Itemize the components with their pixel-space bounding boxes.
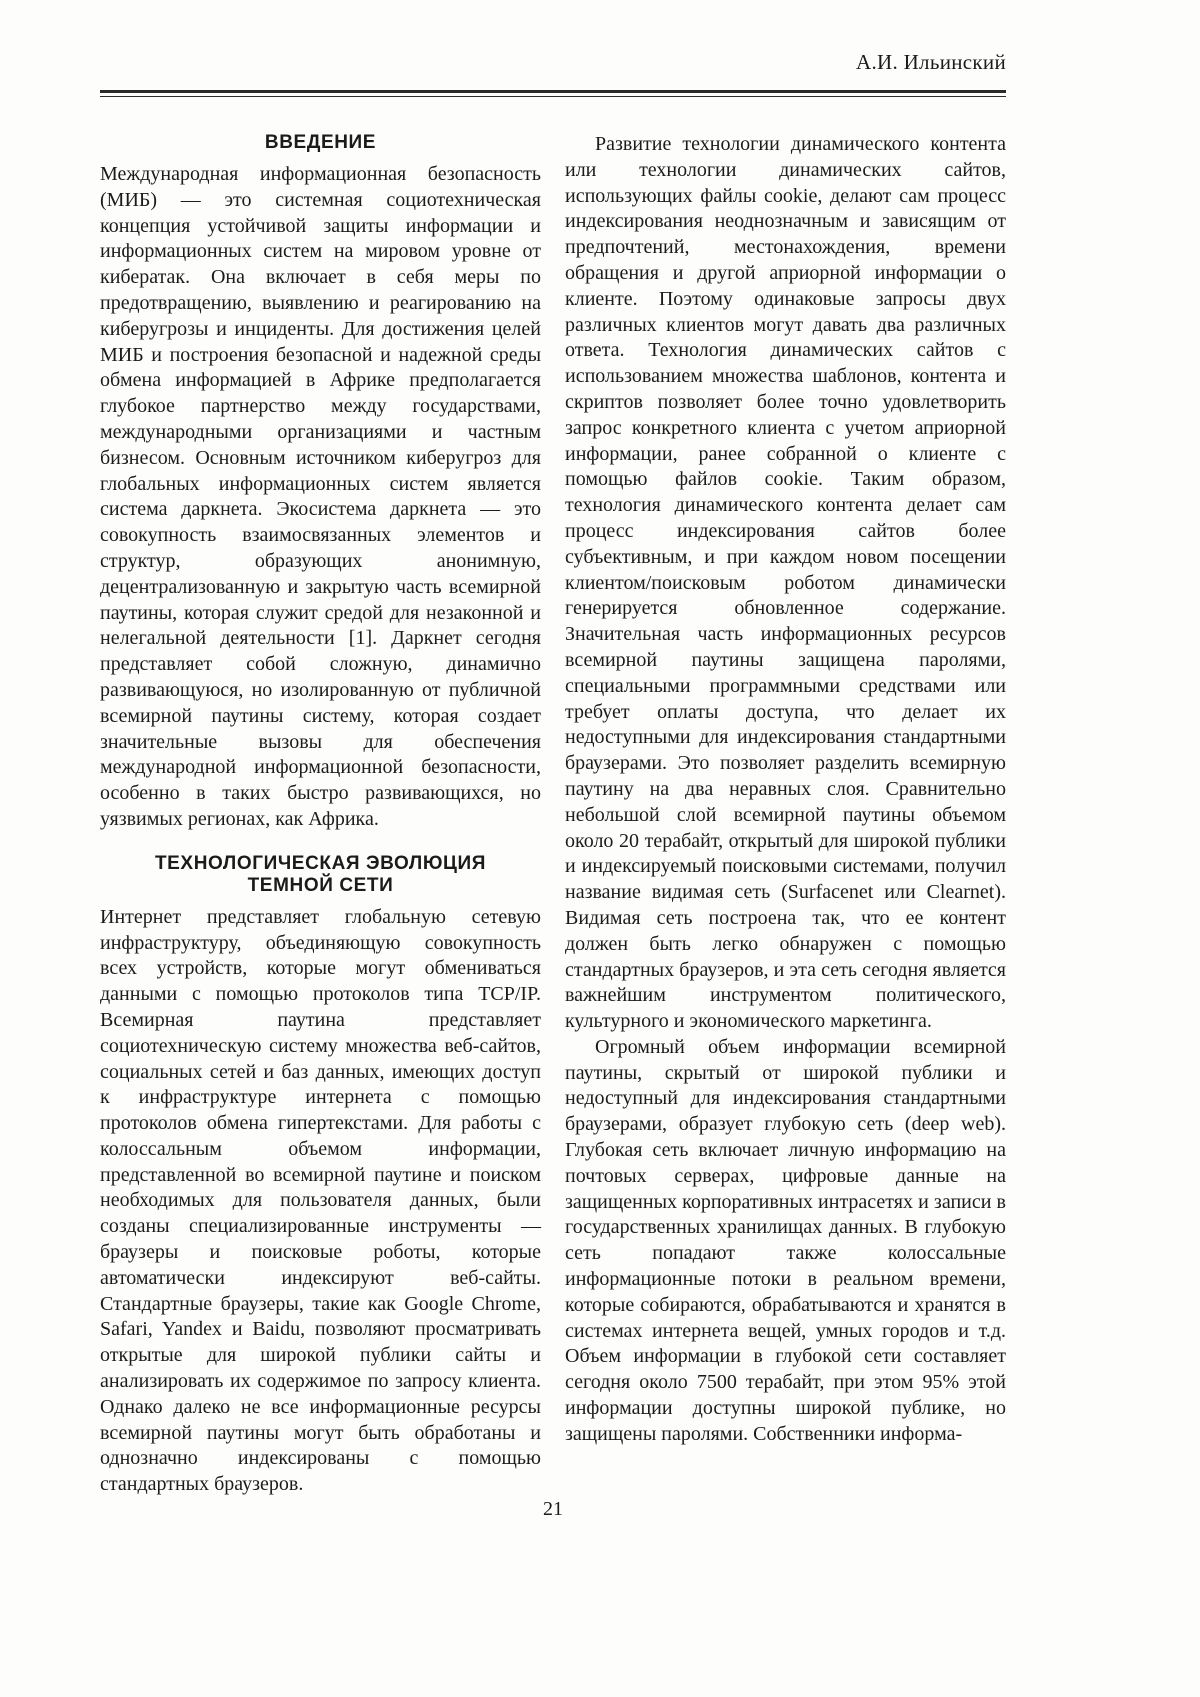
section-heading-introduction: ВВЕДЕНИЕ: [264, 132, 377, 153]
left-column: [100, 132, 541, 1498]
two-column-body: [100, 132, 1006, 1498]
paragraph-evolution: Интернет представляет глобальную сетевую инфраструктуру, объединяющую совокупность всех устройств, которые могут обмениваться данными с помощью протоколов типа TCP/IP. Всемирная паутина представляет социотехническую систему множества веб-сайтов, социальных сетей и баз данных, имеющих доступ к инфраструктуре интернета с помощью протоколов обмена гипертекстами. Для работы с колоссальным объемом информации, представленной во всемирной паутине и поиском необходимых для пользователя данных, были созданы специализированные инструменты — браузеры и поисковые роботы, которые автоматически индексируют веб-сайты. Стандартные браузеры, такие как Google Chrome, Safari, Yandex и Baidu, позволяют просматривать открытые для широкой публики сайты и анализировать их содержимое по запросу клиента. Однако далеко не все информационные ресурсы всемирной паутины могут быть обработаны и однозначно индексированы с помощью стандартных браузеров.: [100, 905, 541, 1496]
running-head-author: А.И. Ильинский: [856, 50, 1006, 74]
paragraph-dynamic-content: Развитие технологии динамического контента или технологии динамических сайтов, использующих файлы cookie, делают сам процесс индексирования неоднозначным и зависящим от предпочтений, местонахождения, времени обращения и другой априорной информации о клиенте. Поэтому одинаковые запросы двух различных клиентов могут давать два различных ответа. Технология динамических сайтов с использованием множества шаблонов, контента и скриптов позволяет более точно удовлетворить запрос конкретного клиента с учетом априорной информации, ранее собранной о клиенте с помощью файлов cookie. Таким образом, технология динамического контента делает сам процесс индексирования сайтов более субъективным, и при каждом новом посещении клиентом/поисковым роботом динамически генерируется обновленное содержание. Значительная часть информационных ресурсов всемирной паутины защищена паролями, специальными программными средствами или требует оплаты доступа, что делает их недоступными для индексирования стандартными браузерами. Это позволяет разделить всемирную паутину на два неравных слоя. Сравнительно небольшой слой всемирной паутины объемом около 20 терабайт, открытый для широкой публики и индексируемый поисковыми системами, получил название видимая сеть (Surfacenet или Clearnet). Видимая сеть построена так, что ее контент должен быть легко обнаружен с помощью стандартных браузеров, и эта сеть сегодня является важнейшим инструментом политического, культурного и экономического маркетинга.: [565, 133, 1006, 1033]
paragraph-introduction: Международная информационная безопасность (МИБ) — это системная социотехническая концепция устойчивой защиты информации и информационных систем на мировом уровне от кибератак. Она включает в себя меры по предотвращению, выявлению и реагированию на киберугрозы и инциденты. Для достижения целей МИБ и построения безопасной и надежной среды обмена информацией в Африке предполагается глубокое партнерство между государствами, международными организациями и частным бизнесом. Основным источником киберугроз для глобальных информационных систем является система даркнета. Экосистема даркнета — это совокупность взаимосвязанных элементов и структур, образующих анонимную, децентрализованную и закрытую часть всемирной паутины, которая служит средой для незаконной и нелегальной деятельности [1]. Даркнет сегодня представляет собой сложную, динамично развивающуюся, но изолированную от публичной всемирной паутины систему, которая создает значительные вызовы для обеспечения международной информационной безопасности, особенно в таких быстро развивающихся, но уязвимых регионах, как Африка.: [100, 163, 541, 830]
right-column: [565, 132, 1006, 1498]
header-rule: [100, 90, 1006, 97]
section-heading-evolution: ТЕХНОЛОГИЧЕСКАЯ ЭВОЛЮЦИЯ ТЕМНОЙ СЕТИ: [154, 852, 487, 896]
paragraph-deep-web: Огромный объем информации всемирной паутины, скрытый от широкой публики и недоступный для индексирования стандартными браузерами, образует глубокую сеть (deep web). Глубокая сеть включает личную информацию на почтовых серверах, цифровые данные на защищенных корпоративных интрасетях и записи в государственных хранилищах данных. В глубокую сеть попадают также колоссальные информационные потоки в реальном времени, которые собираются, обрабатываются и хранятся в системах интернета вещей, умных городов и т.д. Объем информации в глубокой сети составляет сегодня около 7500 терабайт, при этом 95% этой информации доступны широкой публике, но защищены паролями. Собственники информа-: [565, 1035, 1006, 1445]
page-number: 21: [543, 1498, 563, 1520]
